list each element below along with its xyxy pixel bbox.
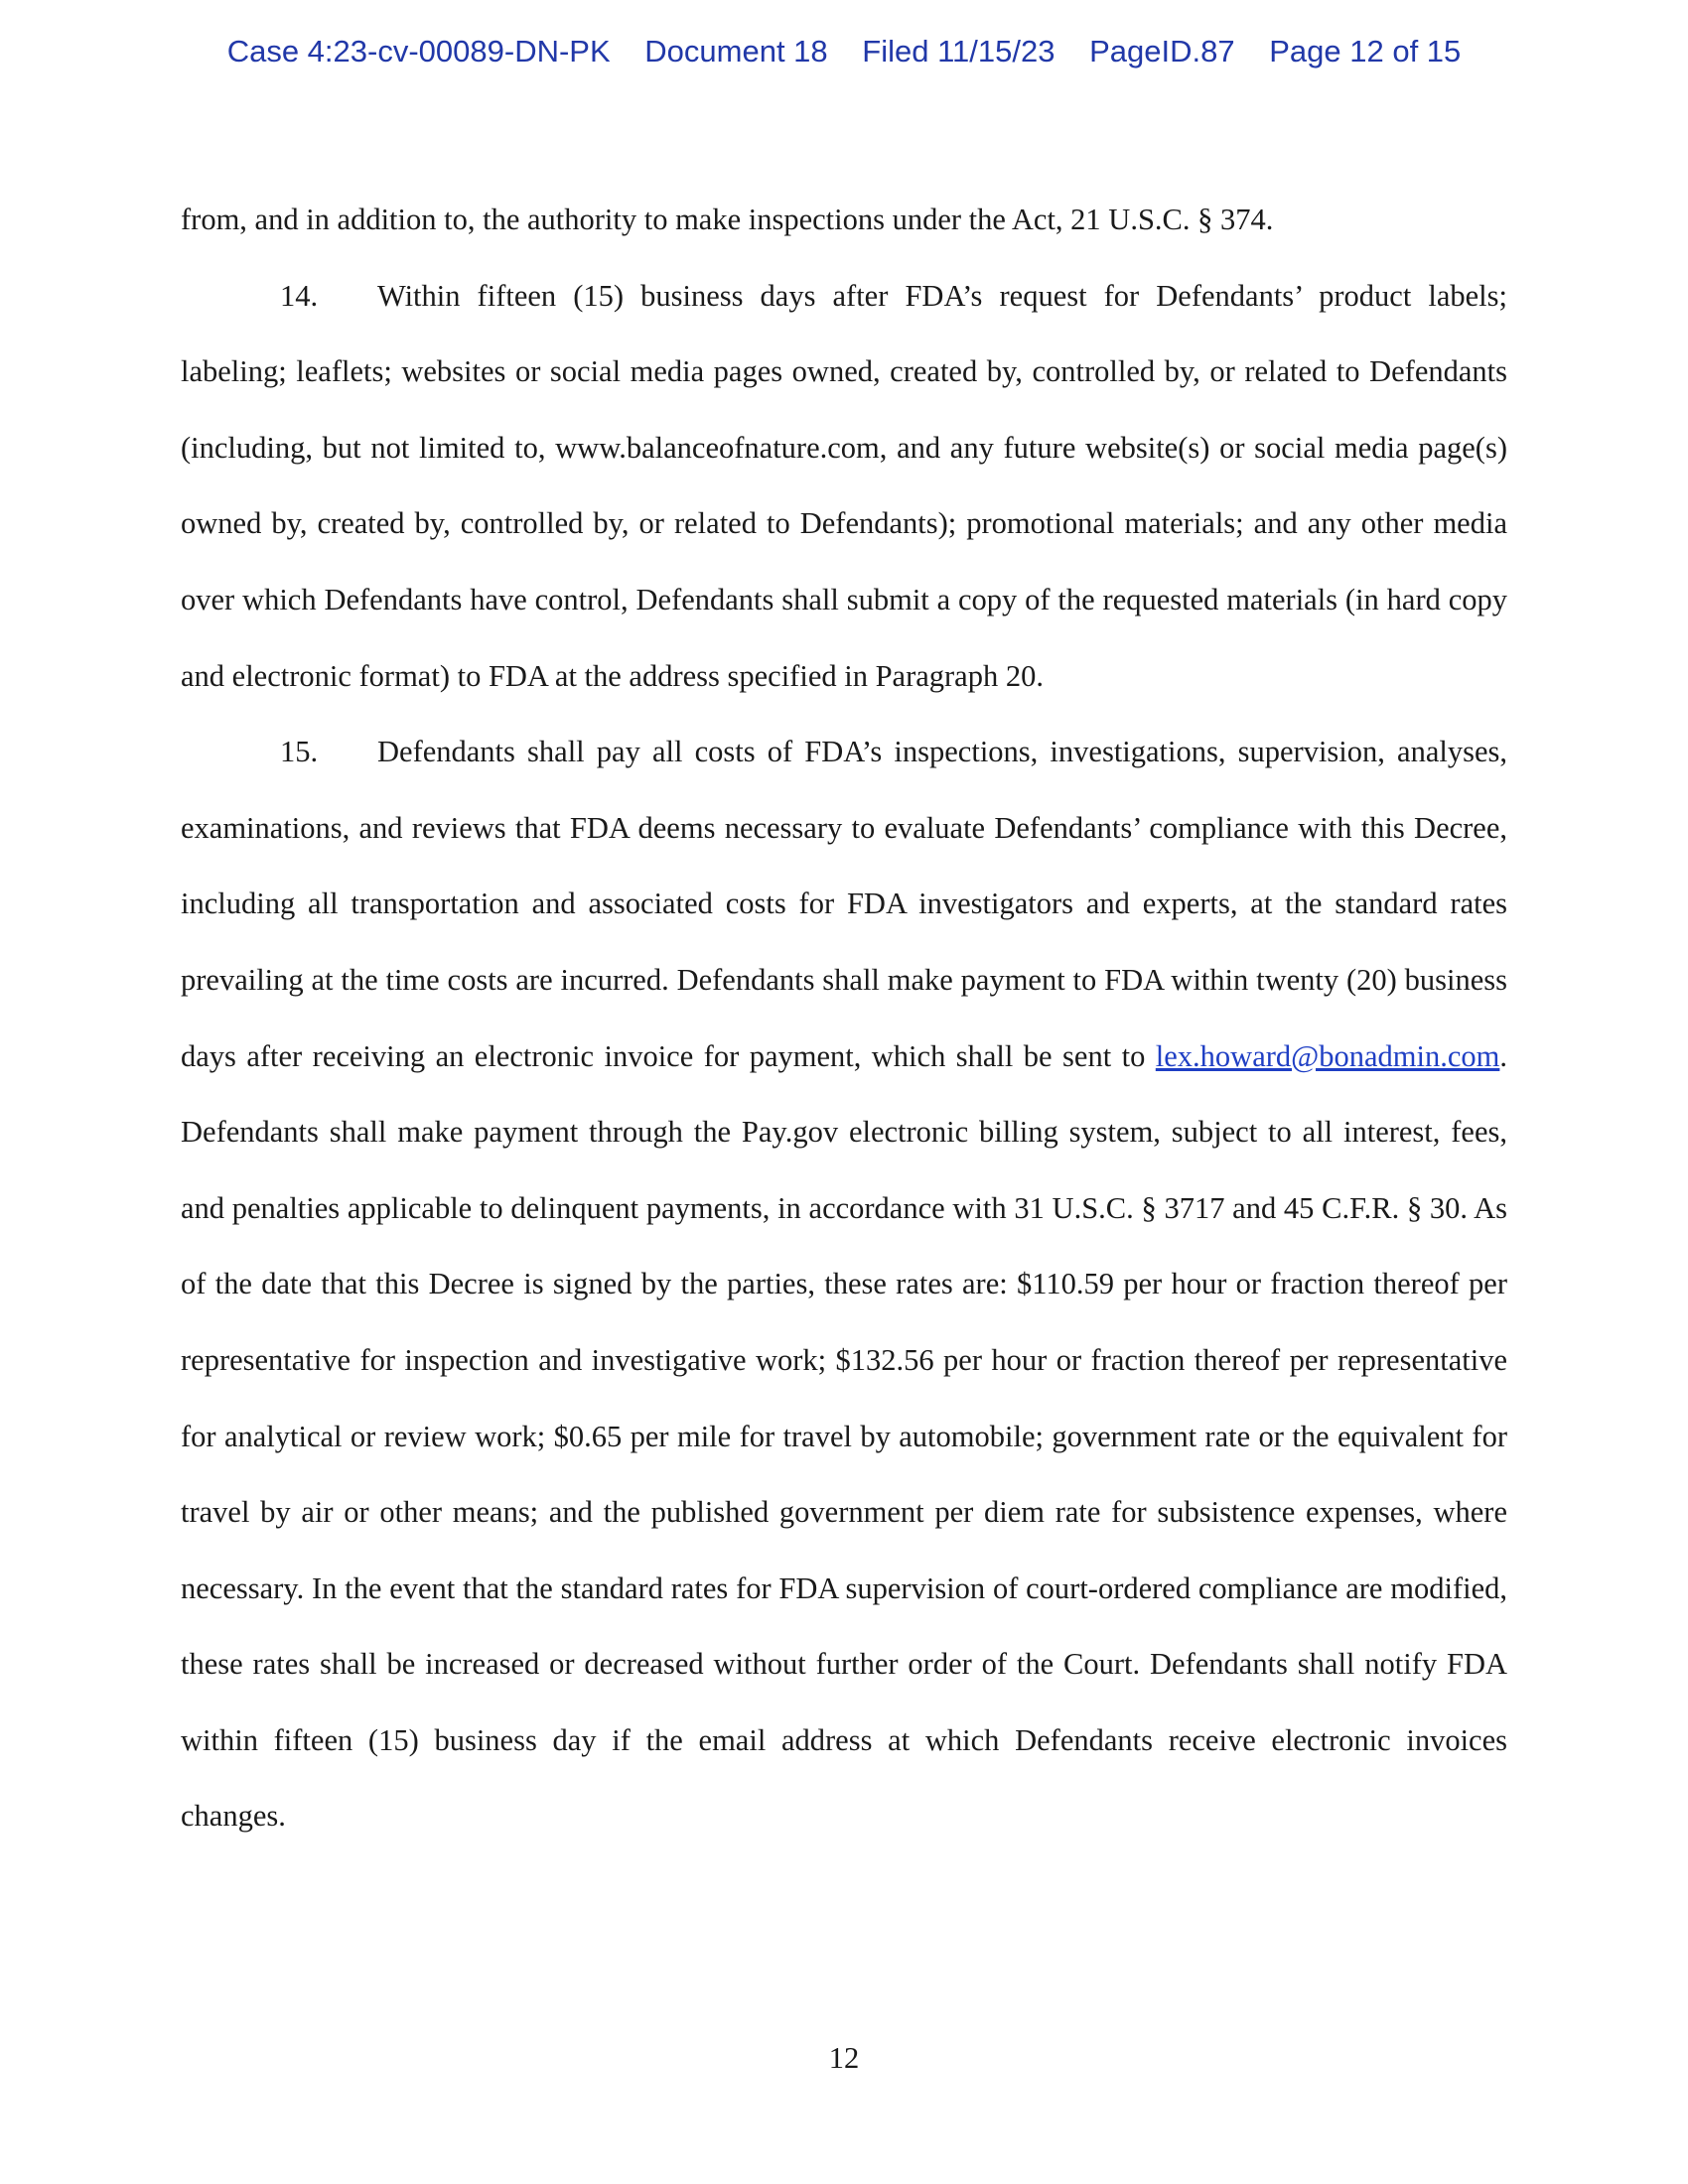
case-number: Case 4:23-cv-00089-DN-PK <box>226 34 611 68</box>
paragraph-number: 15. <box>280 735 319 769</box>
page-count: Page 12 of 15 <box>1269 34 1462 68</box>
document-number: Document 18 <box>644 34 828 68</box>
paragraph-text-after-email: . Defendants shall make payment through the Pay.gov electronic billing system, subject to all interest, fees, and penalties applicable to delinquent payments, in accordance with 31 U.S.C. § 3717 and 45 C.F.R. § 30. As of the date that this Decree is signed by the parties, these rates are: $110.59 per hour or fraction thereof per representative for inspection and investigative work; $132.56 per hour or fraction thereof per representative for analytical or review work; $0.65 per mile for travel by automobile; government rate or the equivalent for travel by air or other means; and the published government per diem rate for subsistence expenses, where necessary. In the event that the standard rates for FDA supervision of court-ordered compliance are modified, these rates shall be increased or decreased without further order of the Court. Defendants shall notify FDA within fifteen (15) business day if the email address at which Defendants receive electronic invoices changes. <box>181 1038 1507 1834</box>
document-body <box>181 182 1507 1854</box>
page-id: PageID.87 <box>1089 34 1235 68</box>
paragraph-number: 14. <box>280 278 319 313</box>
filed-date: Filed 11/15/23 <box>862 34 1055 68</box>
page-number: 12 <box>828 2041 860 2075</box>
paragraph-text-before-email: Defendants shall pay all costs of FDA’s inspections, investigations, supervision, analyses, examinations, and reviews that FDA deems necessary to evaluate Defendants’ compliance with this Decree, including all transportation and associated costs for FDA investigators and experts, at the standard rates prevailing at the time costs are incurred. Defendants shall make payment to FDA within twenty (20) business days after receiving an electronic invoice for payment, which shall be sent to <box>181 735 1507 1073</box>
email-link[interactable]: lex.howard@bonadmin.com <box>1155 1038 1500 1073</box>
continuation-paragraph: from, and in addition to, the authority to make inspections under the Act, 21 U.S.C. § 374. <box>181 203 1274 236</box>
case-header <box>0 28 1688 75</box>
paragraph-14 <box>181 258 1507 715</box>
paragraph-text: Within fifteen (15) business days after FDA’s request for Defendants’ product labels; labeling; leaflets; websites or social media pages owned, created by, controlled by, or related to Defendants (including, but not limited to, www.balanceofnature.com, and any future website(s) or social media page(s) owned by, created by, controlled by, or related to Defendants); promotional materials; and any other media over which Defendants have control, Defendants shall submit a copy of the requested materials (in hard copy and electronic format) to FDA at the address specified in Paragraph 20. <box>181 278 1507 693</box>
paragraph-15 <box>181 714 1507 1854</box>
